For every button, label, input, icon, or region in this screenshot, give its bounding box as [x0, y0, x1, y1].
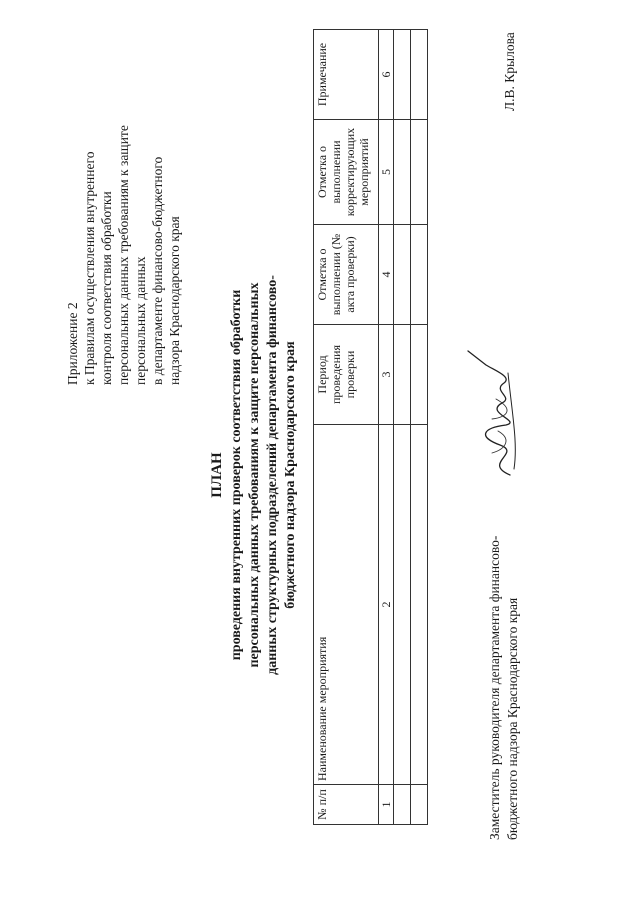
table-cell — [411, 30, 428, 120]
header-event-name: Наименование мероприятия — [314, 425, 379, 785]
table-cell — [394, 225, 411, 325]
table-row — [379, 30, 394, 825]
column-number: 4 — [379, 225, 394, 325]
signer-line: бюджетного надзора Краснодарского края — [505, 597, 520, 840]
column-number: 6 — [379, 30, 394, 120]
title-line: проведения внутренних проверок соответствия обработки — [229, 289, 244, 661]
signature-image — [462, 343, 532, 483]
signer-position — [486, 536, 522, 840]
column-number: 2 — [379, 425, 394, 785]
appendix-line: надзора Краснодарского края — [167, 216, 182, 385]
title-line: персональных данных требованиям к защите персональных — [247, 282, 262, 668]
signer-line: Заместитель руководителя департамента финансово- — [487, 535, 502, 840]
plan-table — [313, 29, 428, 825]
column-number: 5 — [379, 120, 394, 225]
header-number: № п/п — [314, 785, 379, 825]
document-title — [208, 205, 300, 745]
column-number: 3 — [379, 325, 394, 425]
table-cell — [394, 785, 411, 825]
table-row — [394, 30, 411, 825]
table-cell — [394, 425, 411, 785]
title-line: бюджетного надзора Краснодарского края — [283, 341, 298, 609]
appendix-line: к Правилам осуществления внутреннего — [82, 151, 97, 385]
header-period: Период проведения проверки — [314, 325, 379, 425]
table-header-row — [314, 30, 379, 825]
appendix-block — [64, 125, 183, 385]
appendix-line: персональных данных — [133, 256, 148, 385]
table-cell — [411, 225, 428, 325]
table-cell — [394, 30, 411, 120]
table-cell — [394, 120, 411, 225]
header-mark-act: Отметка о выполнении (№ акта проверки) — [314, 225, 379, 325]
header-mark-corrective: Отметка о выполнении корректирующих мероприятий — [314, 120, 379, 225]
appendix-line: в департаменте финансово-бюджетного — [150, 156, 165, 385]
appendix-line: персональных данных требованиям к защите — [116, 125, 131, 385]
table-cell — [411, 120, 428, 225]
signer-name: Л.В. Крылова — [502, 32, 517, 111]
table-cell — [411, 785, 428, 825]
appendix-line: Приложение 2 — [65, 302, 80, 385]
header-note: Примечание — [314, 30, 379, 120]
table-cell — [411, 425, 428, 785]
table-row — [411, 30, 428, 825]
column-number: 1 — [379, 785, 394, 825]
appendix-line: контроля соответствия обработки — [99, 191, 114, 385]
table-cell — [394, 325, 411, 425]
title-heading: ПЛАН — [209, 452, 225, 498]
title-line: данных структурных подразделений департамента финансово- — [265, 275, 280, 675]
table-cell — [411, 325, 428, 425]
